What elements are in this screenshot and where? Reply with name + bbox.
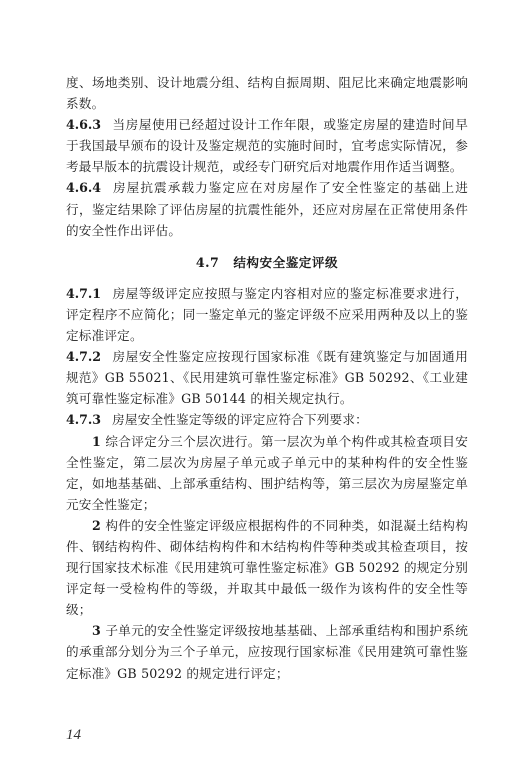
list-item-1 bbox=[66, 431, 468, 515]
page-content bbox=[66, 72, 468, 684]
list-item-text: 构件的安全性鉴定评级应根据构件的不同种类，如混凝土结构构件、钢结构构件、砌体结构构件和木结构构件等种类或其检查项目，按现行国家技术标准《民用建筑可靠性鉴定标准》GB 50292 的规定分别评定每一受检构件的等级，并取其中最低一级作为该构件的安全性等级； bbox=[66, 517, 468, 618]
section-title: 结构安全鉴定评级 bbox=[233, 254, 339, 270]
clause-number: 4.7.3 bbox=[66, 412, 102, 428]
list-item-number: 3 bbox=[92, 623, 101, 639]
clause-number: 4.7.1 bbox=[66, 285, 102, 301]
clause-4-7-1 bbox=[66, 283, 468, 346]
clause-number: 4.6.4 bbox=[66, 180, 102, 196]
list-item-text: 综合评定分三个层次进行。第一层次为单个构件或其检查项目安全性鉴定，第二层次为房屋子单元或子单元中的某种构件的安全性鉴定，如地基基础、上部承重结构、围护结构等，第三层次为房屋鉴定单元安全性鉴定； bbox=[66, 433, 468, 512]
clause-number: 4.7.2 bbox=[66, 349, 102, 365]
clause-text: 房屋等级评定应按照与鉴定内容相对应的鉴定标准要求进行，评定程序不应简化；同一鉴定单元的鉴定评级不应采用两种及以上的鉴定标准评定。 bbox=[66, 285, 468, 344]
clause-4-7-2 bbox=[66, 346, 468, 409]
clause-text: 当房屋使用已经超过设计工作年限，或鉴定房屋的建造时间早于我国最早颁布的设计及鉴定规范的实施时间时，宜考虑实际情况，参考最早版本的抗震设计规范，或经专门研究后对地震作用作适当调整。 bbox=[66, 117, 468, 175]
list-item-text: 子单元的安全性鉴定评级按地基基础、上部承重结构和围护系统的承重部分划分为三个子单元，应按现行国家标准《民用建筑可靠性鉴定标准》GB 50292 的规定进行评定； bbox=[66, 623, 468, 681]
page-number: 14 bbox=[66, 727, 81, 743]
list-item-number: 1 bbox=[92, 433, 101, 449]
clause-4-6-4 bbox=[66, 177, 468, 240]
section-heading bbox=[66, 252, 468, 273]
clause-text: 房屋安全性鉴定等级的评定应符合下列要求： bbox=[112, 412, 368, 428]
paragraph-continuation bbox=[66, 72, 468, 114]
list-item-2 bbox=[66, 515, 468, 620]
list-item-3 bbox=[66, 620, 468, 683]
list-item-number: 2 bbox=[92, 517, 101, 533]
paragraph-text: 度、场地类别、设计地震分组、结构自振周期、阻尼比来确定地震影响系数。 bbox=[66, 75, 468, 112]
section-number: 4.7 bbox=[195, 254, 220, 270]
clause-text: 房屋抗震承载力鉴定应在对房屋作了安全性鉴定的基础上进行，鉴定结果除了评估房屋的抗震性能外，还应对房屋在正常使用条件的安全性作出评估。 bbox=[66, 180, 468, 238]
clause-number: 4.6.3 bbox=[66, 117, 102, 133]
clause-4-7-3 bbox=[66, 409, 468, 430]
clause-text: 房屋安全性鉴定应按现行国家标准《既有建筑鉴定与加固通用规范》GB 55021、《民用建筑可靠性鉴定标准》GB 50292、《工业建筑可靠性鉴定标准》GB 50144 的相关规定执行。 bbox=[66, 349, 468, 407]
clause-4-6-3 bbox=[66, 114, 468, 177]
